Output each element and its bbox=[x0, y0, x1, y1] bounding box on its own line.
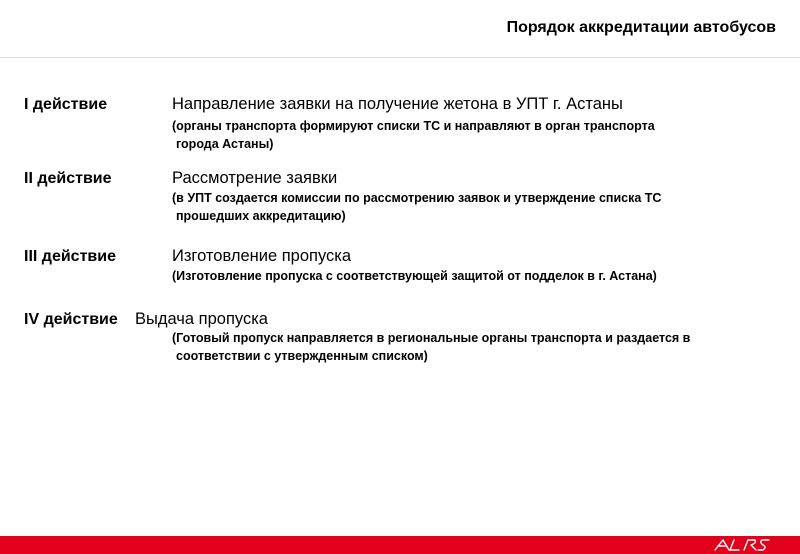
step-3-note-line1: (Изготовление пропуска с соответствующей защитой от подделок в г. Астана) bbox=[172, 269, 657, 283]
step-1-note-line1: (органы транспорта формируют списки ТС и направляют в орган транспорта bbox=[172, 119, 655, 133]
step-4-note-line2: соответствии с утвержденным списком) bbox=[176, 349, 428, 363]
step-2-note-line2: прошедших аккредитацию) bbox=[176, 209, 346, 223]
step-1-note-line2: города Астаны) bbox=[176, 137, 274, 151]
brand-logo-icon bbox=[706, 536, 776, 554]
step-1-note bbox=[172, 117, 772, 153]
step-1-label: I действие bbox=[24, 96, 108, 113]
step-1-title: Направление заявки на получение жетона в УПТ г. Астаны bbox=[172, 95, 623, 113]
step-3-label: III действие bbox=[24, 248, 116, 265]
step-2-note bbox=[172, 189, 772, 225]
step-4-note-line1: (Готовый пропуск направляется в региональные органы транспорта и раздается в bbox=[172, 331, 691, 345]
step-4-title: Выдача пропуска bbox=[135, 310, 268, 328]
page-title: Порядок аккредитации автобусов bbox=[506, 19, 776, 36]
step-4-note bbox=[172, 329, 772, 365]
step-3-note bbox=[172, 267, 772, 285]
footer-bar bbox=[0, 536, 800, 554]
step-3-title: Изготовление пропуска bbox=[172, 247, 352, 265]
header-divider bbox=[0, 57, 800, 58]
step-2-note-line1: (в УПТ создается комиссии по рассмотрению заявок и утверждение списка ТС bbox=[172, 191, 662, 205]
step-2-label: II действие bbox=[24, 170, 112, 187]
step-2-title: Рассмотрение заявки bbox=[172, 169, 338, 187]
step-4-label: IV действие bbox=[24, 311, 118, 328]
